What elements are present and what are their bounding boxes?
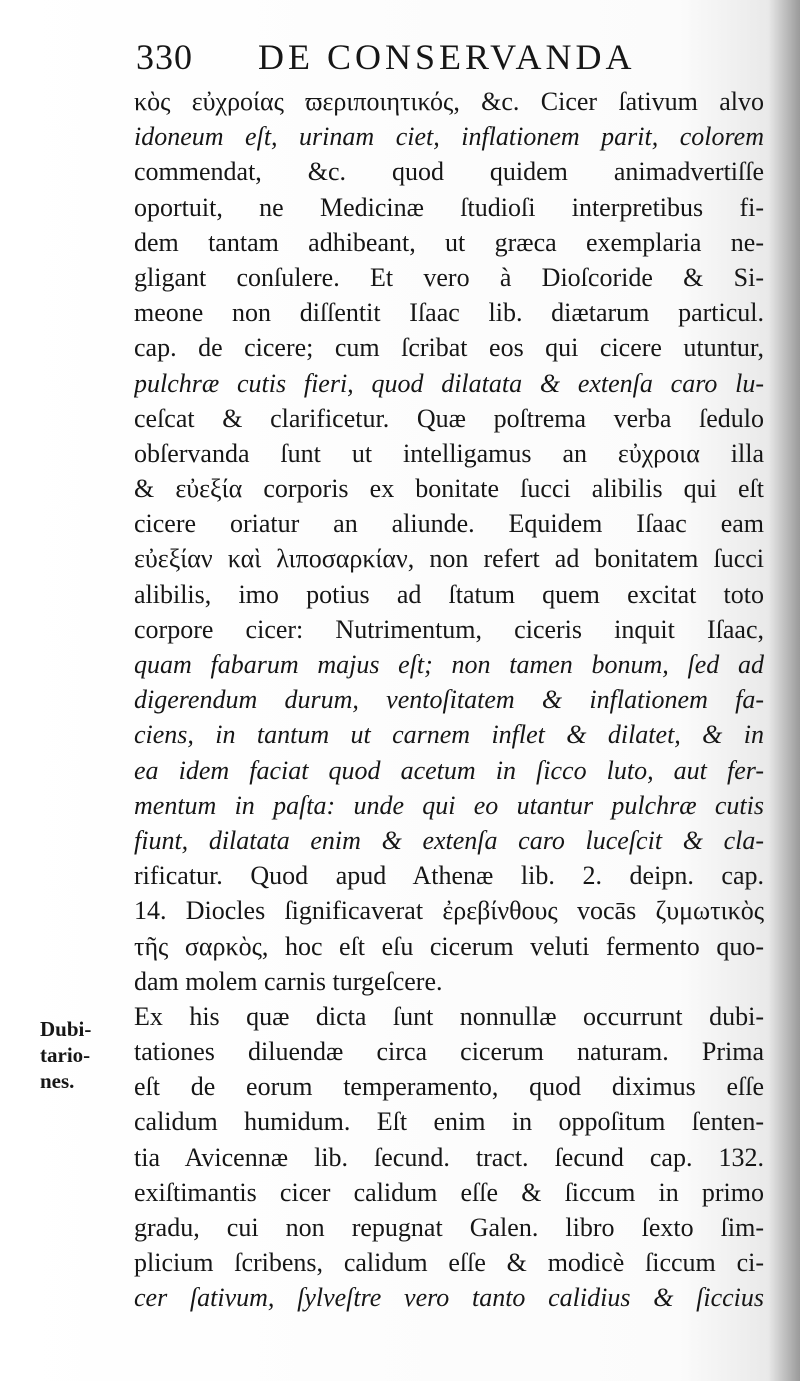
text-line: gligant conſulere. Et vero à Dioſcoride & Si-: [134, 262, 764, 292]
margin-note-line: Dubi-: [40, 1017, 92, 1041]
text-line: dam molem carnis turgeſcere.: [134, 966, 443, 996]
text-line: κὸς εὐχροίας ϖεριποιητικός, &c. Cicer ſativum alvo: [134, 87, 764, 116]
text-line: idoneum eſt, urinam ciet, inflationem parit, colorem: [134, 122, 764, 152]
text-line: ea idem faciat quod acetum in ſicco luto, aut fer-: [134, 755, 764, 785]
running-head: DE CONSERVANDA: [258, 37, 636, 77]
text-line: ceſcat & clarificetur. Quæ poſtrema verba ſedulo: [134, 403, 764, 433]
text-line: cicere oriatur an aliunde. Equidem Iſaac eam: [134, 509, 764, 539]
text-line: digerendum durum, ventoſitatem & inflationem fa-: [134, 685, 764, 715]
text-line: meone non diſſentit Iſaac lib. diætarum particul.: [134, 298, 764, 328]
text-line: quam fabarum majus eſt; non tamen bonum, ſed ad: [134, 650, 764, 679]
page-header: [136, 34, 776, 80]
text-line: pulchræ cutis fieri, quod dilatata & extenſa caro lu-: [134, 368, 764, 398]
text-line: eſt de eorum temperamento, quod diximus eſſe: [134, 1072, 764, 1102]
text-line: Ex his quæ dicta ſunt nonnullæ occurrunt dubi-: [134, 1001, 764, 1031]
text-line: fiunt, dilatata enim & extenſa caro luceſcit & cla-: [134, 825, 764, 855]
text-line: & εὐεξία corporis ex bonitate ſucci alibilis qui eſt: [134, 474, 764, 504]
margin-note: [40, 1016, 120, 1094]
text-line: tationes diluendæ circa cicerum naturam. Prima: [134, 1037, 764, 1067]
text-line: plicium ſcribens, calidum eſſe & modicè ſiccum ci-: [134, 1248, 764, 1278]
text-line: exiſtimantis cicer calidum eſſe & ſiccum in primo: [134, 1177, 764, 1207]
text-line: τῆς σαρκὸς, hoc eſt eſu cicerum veluti fermento quo-: [134, 931, 764, 961]
text-line: tia Avicennæ lib. ſecund. tract. ſecund cap. 132.: [134, 1142, 764, 1172]
text-line: rificatur. Quod apud Athenæ lib. 2. deipn. cap.: [134, 861, 764, 891]
text-line: alibilis, imo potius ad ſtatum quem excitat toto: [134, 579, 764, 609]
text-line: dem tantam adhibeant, ut græca exemplaria ne-: [134, 227, 764, 257]
text-line: calidum humidum. Eſt enim in oppoſitum ſenten-: [134, 1107, 764, 1137]
text-line: cap. de cicere; cum ſcribat eos qui cicere utuntur,: [134, 333, 764, 363]
text-line: ciens, in tantum ut carnem inflet & dilatet, & in: [134, 720, 764, 750]
text-line: corpore cicer: Nutrimentum, ciceris inquit Iſaac,: [134, 614, 764, 644]
text-line: gradu, cui non repugnat Galen. libro ſexto ſim-: [134, 1213, 764, 1242]
text-line: 14. Diocles ſignificaverat ἐρεβίνθους vocās ζυμωτικὸς: [134, 896, 764, 926]
text-line: oportuit, ne Medicinæ ſtudioſi interpretibus fi-: [134, 192, 764, 222]
text-line: εὐεξίαν καὶ λιποσαρκίαν, non refert ad bonitatem ſucci: [134, 544, 764, 574]
text-line: obſervanda ſunt ut intelligamus an εὐχροια illa: [134, 438, 764, 468]
body-text: [134, 84, 764, 1316]
text-line: mentum in paſta: unde qui eo utantur pulchræ cutis: [134, 790, 764, 820]
margin-note-line: tario-: [40, 1043, 91, 1067]
page-number: 330: [136, 37, 193, 77]
margin-note-line: nes.: [40, 1069, 75, 1093]
text-line: commendat, &c. quod quidem animadvertiſſe: [134, 157, 764, 187]
text-line: cer ſativum, ſylveſtre vero tanto calidius & ſiccius: [134, 1283, 764, 1313]
